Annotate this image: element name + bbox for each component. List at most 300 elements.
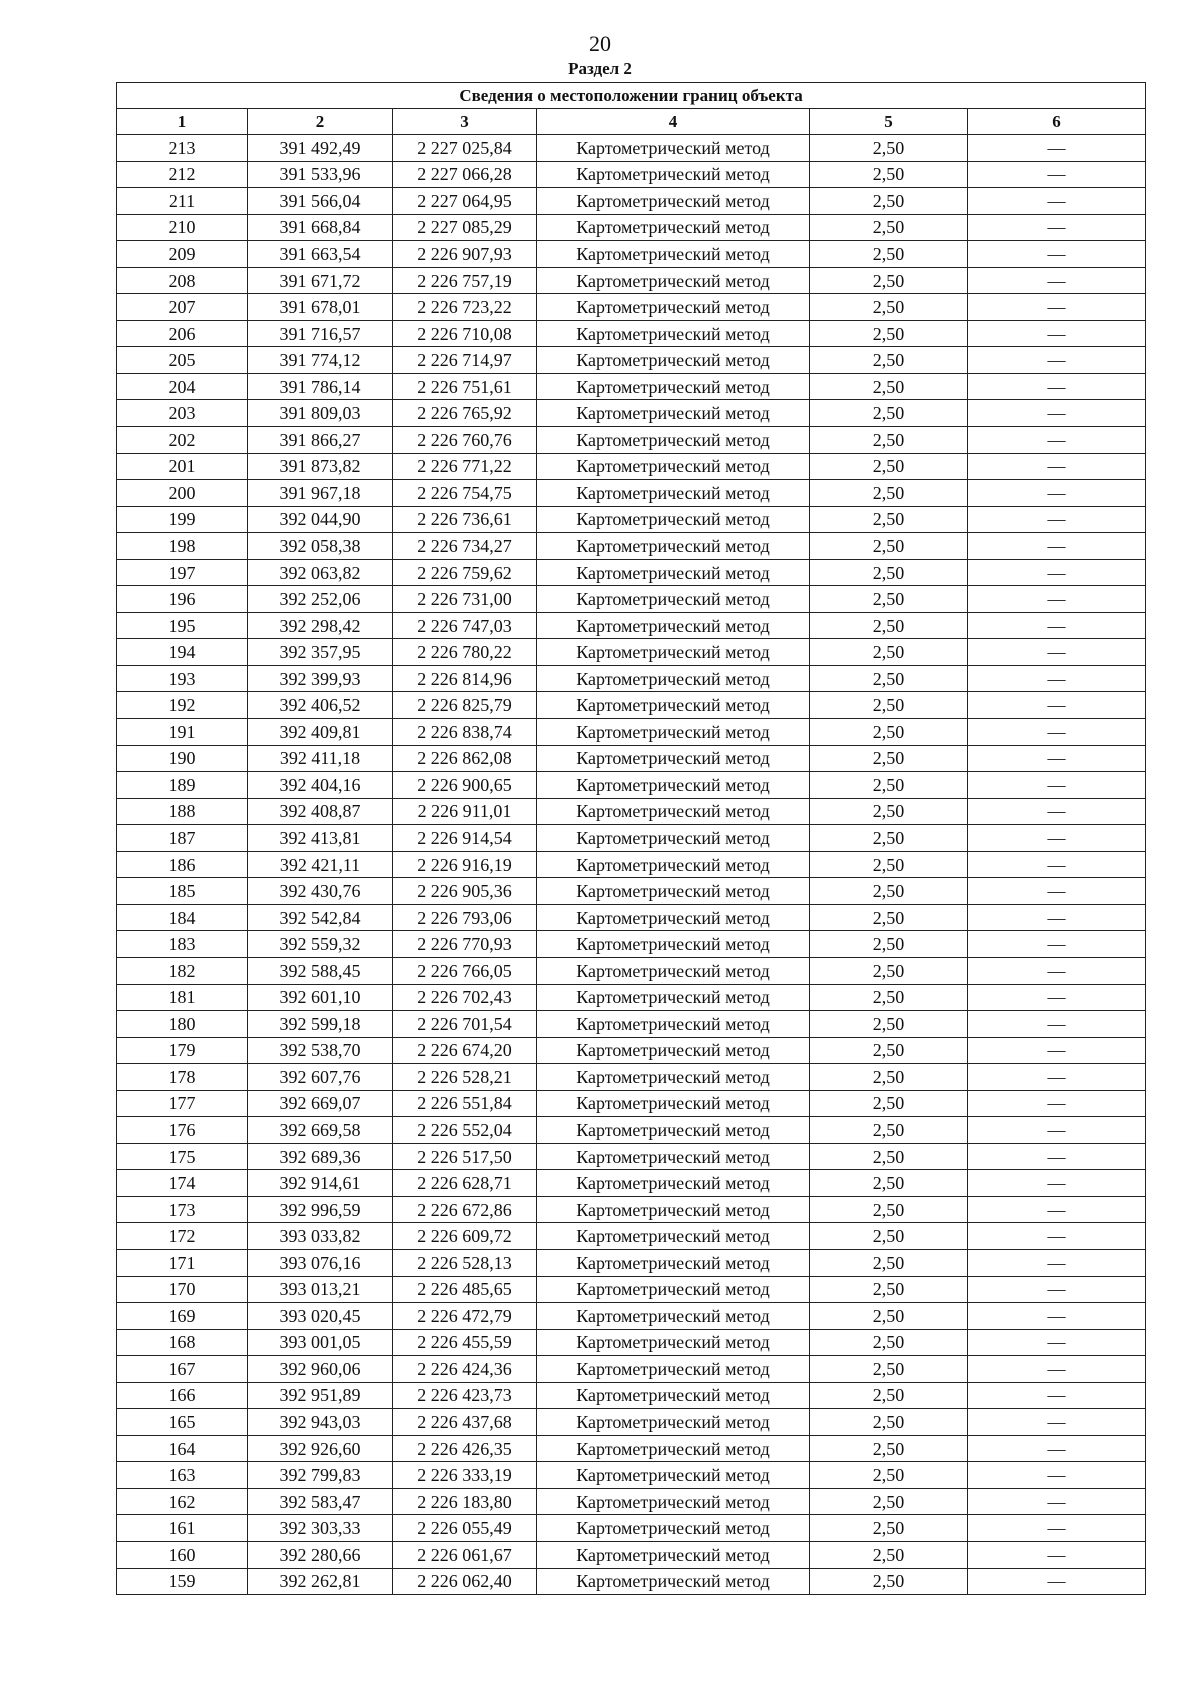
x-coordinate-cell: 391 716,57 <box>248 320 393 347</box>
method-cell: Картометрический метод <box>537 692 810 719</box>
table-row <box>117 851 1146 878</box>
table-row <box>117 1356 1146 1383</box>
column-header-row <box>117 109 1146 135</box>
table-row <box>117 1143 1146 1170</box>
description-cell: — <box>968 719 1146 746</box>
x-coordinate-cell: 392 411,18 <box>248 745 393 772</box>
method-cell: Картометрический метод <box>537 506 810 533</box>
x-coordinate-cell: 393 020,45 <box>248 1303 393 1330</box>
y-coordinate-cell: 2 226 900,65 <box>393 772 537 799</box>
y-coordinate-cell: 2 226 055,49 <box>393 1515 537 1542</box>
point-number-cell: 202 <box>117 427 248 454</box>
x-coordinate-cell: 391 873,82 <box>248 453 393 480</box>
x-coordinate-cell: 391 809,03 <box>248 400 393 427</box>
y-coordinate-cell: 2 226 424,36 <box>393 1356 537 1383</box>
x-coordinate-cell: 391 533,96 <box>248 161 393 188</box>
point-number-cell: 190 <box>117 745 248 772</box>
table-row <box>117 1515 1146 1542</box>
x-coordinate-cell: 391 671,72 <box>248 267 393 294</box>
description-cell: — <box>968 320 1146 347</box>
table-row <box>117 1064 1146 1091</box>
description-cell: — <box>968 1249 1146 1276</box>
x-coordinate-cell: 392 601,10 <box>248 984 393 1011</box>
description-cell: — <box>968 214 1146 241</box>
description-cell: — <box>968 665 1146 692</box>
method-cell: Картометрический метод <box>537 1356 810 1383</box>
y-coordinate-cell: 2 226 674,20 <box>393 1037 537 1064</box>
description-cell: — <box>968 612 1146 639</box>
method-cell: Картометрический метод <box>537 665 810 692</box>
precision-cell: 2,50 <box>810 984 968 1011</box>
point-number-cell: 183 <box>117 931 248 958</box>
table-row <box>117 878 1146 905</box>
y-coordinate-cell: 2 226 731,00 <box>393 586 537 613</box>
description-cell: — <box>968 904 1146 931</box>
point-number-cell: 189 <box>117 772 248 799</box>
point-number-cell: 199 <box>117 506 248 533</box>
y-coordinate-cell: 2 226 437,68 <box>393 1409 537 1436</box>
precision-cell: 2,50 <box>810 612 968 639</box>
y-coordinate-cell: 2 226 517,50 <box>393 1143 537 1170</box>
y-coordinate-cell: 2 226 455,59 <box>393 1329 537 1356</box>
point-number-cell: 163 <box>117 1462 248 1489</box>
description-cell: — <box>968 692 1146 719</box>
precision-cell: 2,50 <box>810 1143 968 1170</box>
boundary-coordinates-table <box>116 82 1146 1595</box>
precision-cell: 2,50 <box>810 1515 968 1542</box>
x-coordinate-cell: 392 669,58 <box>248 1117 393 1144</box>
description-cell: — <box>968 1356 1146 1383</box>
table-row <box>117 1196 1146 1223</box>
point-number-cell: 179 <box>117 1037 248 1064</box>
table-body <box>117 135 1146 1595</box>
point-number-cell: 164 <box>117 1435 248 1462</box>
description-cell: — <box>968 1117 1146 1144</box>
description-cell: — <box>968 1488 1146 1515</box>
point-number-cell: 208 <box>117 267 248 294</box>
method-cell: Картометрический метод <box>537 586 810 613</box>
y-coordinate-cell: 2 226 757,19 <box>393 267 537 294</box>
x-coordinate-cell: 392 409,81 <box>248 719 393 746</box>
point-number-cell: 187 <box>117 825 248 852</box>
x-coordinate-cell: 392 357,95 <box>248 639 393 666</box>
description-cell: — <box>968 1276 1146 1303</box>
x-coordinate-cell: 392 583,47 <box>248 1488 393 1515</box>
x-coordinate-cell: 392 408,87 <box>248 798 393 825</box>
description-cell: — <box>968 1223 1146 1250</box>
description-cell: — <box>968 373 1146 400</box>
x-coordinate-cell: 393 033,82 <box>248 1223 393 1250</box>
method-cell: Картометрический метод <box>537 1541 810 1568</box>
method-cell: Картометрический метод <box>537 161 810 188</box>
method-cell: Картометрический метод <box>537 1196 810 1223</box>
description-cell: — <box>968 1435 1146 1462</box>
description-cell: — <box>968 851 1146 878</box>
x-coordinate-cell: 392 058,38 <box>248 533 393 560</box>
table-row <box>117 241 1146 268</box>
method-cell: Картометрический метод <box>537 400 810 427</box>
point-number-cell: 181 <box>117 984 248 1011</box>
point-number-cell: 192 <box>117 692 248 719</box>
column-header-4: 4 <box>537 109 810 135</box>
point-number-cell: 195 <box>117 612 248 639</box>
y-coordinate-cell: 2 226 751,61 <box>393 373 537 400</box>
description-cell: — <box>968 1064 1146 1091</box>
y-coordinate-cell: 2 226 760,76 <box>393 427 537 454</box>
table-row <box>117 533 1146 560</box>
x-coordinate-cell: 391 866,27 <box>248 427 393 454</box>
y-coordinate-cell: 2 226 551,84 <box>393 1090 537 1117</box>
method-cell: Картометрический метод <box>537 1117 810 1144</box>
y-coordinate-cell: 2 226 734,27 <box>393 533 537 560</box>
x-coordinate-cell: 392 404,16 <box>248 772 393 799</box>
y-coordinate-cell: 2 226 528,21 <box>393 1064 537 1091</box>
description-cell: — <box>968 639 1146 666</box>
precision-cell: 2,50 <box>810 400 968 427</box>
y-coordinate-cell: 2 226 766,05 <box>393 957 537 984</box>
point-number-cell: 211 <box>117 188 248 215</box>
description-cell: — <box>968 1090 1146 1117</box>
precision-cell: 2,50 <box>810 427 968 454</box>
point-number-cell: 167 <box>117 1356 248 1383</box>
table-row <box>117 214 1146 241</box>
precision-cell: 2,50 <box>810 241 968 268</box>
precision-cell: 2,50 <box>810 957 968 984</box>
method-cell: Картометрический метод <box>537 1276 810 1303</box>
method-cell: Картометрический метод <box>537 533 810 560</box>
point-number-cell: 201 <box>117 453 248 480</box>
y-coordinate-cell: 2 226 552,04 <box>393 1117 537 1144</box>
x-coordinate-cell: 392 303,33 <box>248 1515 393 1542</box>
column-header-5: 5 <box>810 109 968 135</box>
description-cell: — <box>968 798 1146 825</box>
method-cell: Картометрический метод <box>537 1435 810 1462</box>
point-number-cell: 180 <box>117 1011 248 1038</box>
method-cell: Картометрический метод <box>537 1568 810 1595</box>
method-cell: Картометрический метод <box>537 931 810 958</box>
point-number-cell: 203 <box>117 400 248 427</box>
y-coordinate-cell: 2 226 485,65 <box>393 1276 537 1303</box>
table-row <box>117 1249 1146 1276</box>
description-cell: — <box>968 1462 1146 1489</box>
description-cell: — <box>968 1303 1146 1330</box>
y-coordinate-cell: 2 226 628,71 <box>393 1170 537 1197</box>
x-coordinate-cell: 392 044,90 <box>248 506 393 533</box>
method-cell: Картометрический метод <box>537 984 810 1011</box>
description-cell: — <box>968 772 1146 799</box>
precision-cell: 2,50 <box>810 1541 968 1568</box>
table-row <box>117 665 1146 692</box>
precision-cell: 2,50 <box>810 373 968 400</box>
point-number-cell: 172 <box>117 1223 248 1250</box>
method-cell: Картометрический метод <box>537 851 810 878</box>
precision-cell: 2,50 <box>810 188 968 215</box>
y-coordinate-cell: 2 226 825,79 <box>393 692 537 719</box>
point-number-cell: 186 <box>117 851 248 878</box>
description-cell: — <box>968 480 1146 507</box>
point-number-cell: 207 <box>117 294 248 321</box>
point-number-cell: 175 <box>117 1143 248 1170</box>
point-number-cell: 205 <box>117 347 248 374</box>
precision-cell: 2,50 <box>810 1037 968 1064</box>
precision-cell: 2,50 <box>810 1196 968 1223</box>
description-cell: — <box>968 745 1146 772</box>
method-cell: Картометрический метод <box>537 480 810 507</box>
point-number-cell: 173 <box>117 1196 248 1223</box>
x-coordinate-cell: 391 678,01 <box>248 294 393 321</box>
x-coordinate-cell: 392 252,06 <box>248 586 393 613</box>
method-cell: Картометрический метод <box>537 772 810 799</box>
method-cell: Картометрический метод <box>537 825 810 852</box>
table-row <box>117 453 1146 480</box>
point-number-cell: 200 <box>117 480 248 507</box>
precision-cell: 2,50 <box>810 135 968 162</box>
y-coordinate-cell: 2 226 701,54 <box>393 1011 537 1038</box>
method-cell: Картометрический метод <box>537 373 810 400</box>
table-row <box>117 825 1146 852</box>
point-number-cell: 166 <box>117 1382 248 1409</box>
precision-cell: 2,50 <box>810 1170 968 1197</box>
table-row <box>117 373 1146 400</box>
precision-cell: 2,50 <box>810 161 968 188</box>
y-coordinate-cell: 2 226 183,80 <box>393 1488 537 1515</box>
precision-cell: 2,50 <box>810 1011 968 1038</box>
page-number: 20 <box>589 31 611 56</box>
table-caption-row <box>117 83 1146 109</box>
y-coordinate-cell: 2 226 426,35 <box>393 1435 537 1462</box>
table-row <box>117 506 1146 533</box>
x-coordinate-cell: 392 406,52 <box>248 692 393 719</box>
y-coordinate-cell: 2 226 472,79 <box>393 1303 537 1330</box>
table-row <box>117 931 1146 958</box>
y-coordinate-cell: 2 226 528,13 <box>393 1249 537 1276</box>
table-row <box>117 984 1146 1011</box>
method-cell: Картометрический метод <box>537 1329 810 1356</box>
description-cell: — <box>968 931 1146 958</box>
x-coordinate-cell: 392 588,45 <box>248 957 393 984</box>
table-row <box>117 480 1146 507</box>
point-number-cell: 182 <box>117 957 248 984</box>
y-coordinate-cell: 2 226 780,22 <box>393 639 537 666</box>
point-number-cell: 196 <box>117 586 248 613</box>
table-row <box>117 1462 1146 1489</box>
description-cell: — <box>968 294 1146 321</box>
y-coordinate-cell: 2 226 333,19 <box>393 1462 537 1489</box>
y-coordinate-cell: 2 226 723,22 <box>393 294 537 321</box>
method-cell: Картометрический метод <box>537 1462 810 1489</box>
table-row <box>117 347 1146 374</box>
point-number-cell: 160 <box>117 1541 248 1568</box>
y-coordinate-cell: 2 226 905,36 <box>393 878 537 905</box>
method-cell: Картометрический метод <box>537 559 810 586</box>
precision-cell: 2,50 <box>810 1329 968 1356</box>
precision-cell: 2,50 <box>810 878 968 905</box>
point-number-cell: 170 <box>117 1276 248 1303</box>
x-coordinate-cell: 392 599,18 <box>248 1011 393 1038</box>
method-cell: Картометрический метод <box>537 1037 810 1064</box>
method-cell: Картометрический метод <box>537 267 810 294</box>
column-header-2: 2 <box>248 109 393 135</box>
table-row <box>117 745 1146 772</box>
table-row <box>117 719 1146 746</box>
method-cell: Картометрический метод <box>537 745 810 772</box>
description-cell: — <box>968 161 1146 188</box>
description-cell: — <box>968 586 1146 613</box>
x-coordinate-cell: 391 566,04 <box>248 188 393 215</box>
x-coordinate-cell: 391 967,18 <box>248 480 393 507</box>
table-row <box>117 294 1146 321</box>
method-cell: Картометрический метод <box>537 1011 810 1038</box>
x-coordinate-cell: 393 013,21 <box>248 1276 393 1303</box>
method-cell: Картометрический метод <box>537 1409 810 1436</box>
x-coordinate-cell: 392 538,70 <box>248 1037 393 1064</box>
table-row <box>117 1011 1146 1038</box>
table-row <box>117 559 1146 586</box>
precision-cell: 2,50 <box>810 1303 968 1330</box>
point-number-cell: 162 <box>117 1488 248 1515</box>
point-number-cell: 209 <box>117 241 248 268</box>
table-row <box>117 267 1146 294</box>
point-number-cell: 159 <box>117 1568 248 1595</box>
description-cell: — <box>968 427 1146 454</box>
method-cell: Картометрический метод <box>537 1090 810 1117</box>
y-coordinate-cell: 2 226 765,92 <box>393 400 537 427</box>
method-cell: Картометрический метод <box>537 1143 810 1170</box>
y-coordinate-cell: 2 227 085,29 <box>393 214 537 241</box>
table-row <box>117 1303 1146 1330</box>
description-cell: — <box>968 267 1146 294</box>
precision-cell: 2,50 <box>810 904 968 931</box>
y-coordinate-cell: 2 226 714,97 <box>393 347 537 374</box>
precision-cell: 2,50 <box>810 480 968 507</box>
x-coordinate-cell: 392 926,60 <box>248 1435 393 1462</box>
table-row <box>117 1223 1146 1250</box>
method-cell: Картометрический метод <box>537 639 810 666</box>
table-row <box>117 1382 1146 1409</box>
x-coordinate-cell: 392 413,81 <box>248 825 393 852</box>
method-cell: Картометрический метод <box>537 188 810 215</box>
method-cell: Картометрический метод <box>537 427 810 454</box>
description-cell: — <box>968 957 1146 984</box>
column-header-3: 3 <box>393 109 537 135</box>
description-cell: — <box>968 241 1146 268</box>
x-coordinate-cell: 392 262,81 <box>248 1568 393 1595</box>
y-coordinate-cell: 2 226 061,67 <box>393 1541 537 1568</box>
table-row <box>117 188 1146 215</box>
description-cell: — <box>968 533 1146 560</box>
precision-cell: 2,50 <box>810 1064 968 1091</box>
point-number-cell: 168 <box>117 1329 248 1356</box>
precision-cell: 2,50 <box>810 1276 968 1303</box>
x-coordinate-cell: 392 559,32 <box>248 931 393 958</box>
point-number-cell: 176 <box>117 1117 248 1144</box>
point-number-cell: 161 <box>117 1515 248 1542</box>
y-coordinate-cell: 2 226 702,43 <box>393 984 537 1011</box>
precision-cell: 2,50 <box>810 294 968 321</box>
description-cell: — <box>968 1515 1146 1542</box>
table-row <box>117 1435 1146 1462</box>
x-coordinate-cell: 392 542,84 <box>248 904 393 931</box>
description-cell: — <box>968 506 1146 533</box>
precision-cell: 2,50 <box>810 1117 968 1144</box>
method-cell: Картометрический метод <box>537 1303 810 1330</box>
y-coordinate-cell: 2 226 710,08 <box>393 320 537 347</box>
x-coordinate-cell: 391 663,54 <box>248 241 393 268</box>
y-coordinate-cell: 2 226 754,75 <box>393 480 537 507</box>
table-row <box>117 1090 1146 1117</box>
point-number-cell: 197 <box>117 559 248 586</box>
method-cell: Картометрический метод <box>537 1170 810 1197</box>
point-number-cell: 171 <box>117 1249 248 1276</box>
method-cell: Картометрический метод <box>537 1488 810 1515</box>
precision-cell: 2,50 <box>810 267 968 294</box>
y-coordinate-cell: 2 226 793,06 <box>393 904 537 931</box>
point-number-cell: 206 <box>117 320 248 347</box>
table-row <box>117 1409 1146 1436</box>
method-cell: Картометрический метод <box>537 294 810 321</box>
table-row <box>117 1037 1146 1064</box>
y-coordinate-cell: 2 226 914,54 <box>393 825 537 852</box>
method-cell: Картометрический метод <box>537 320 810 347</box>
precision-cell: 2,50 <box>810 772 968 799</box>
x-coordinate-cell: 392 063,82 <box>248 559 393 586</box>
precision-cell: 2,50 <box>810 1249 968 1276</box>
precision-cell: 2,50 <box>810 214 968 241</box>
precision-cell: 2,50 <box>810 1409 968 1436</box>
table-row <box>117 1170 1146 1197</box>
precision-cell: 2,50 <box>810 1435 968 1462</box>
precision-cell: 2,50 <box>810 586 968 613</box>
method-cell: Картометрический метод <box>537 719 810 746</box>
precision-cell: 2,50 <box>810 506 968 533</box>
table-row <box>117 1329 1146 1356</box>
method-cell: Картометрический метод <box>537 241 810 268</box>
description-cell: — <box>968 1541 1146 1568</box>
method-cell: Картометрический метод <box>537 798 810 825</box>
description-cell: — <box>968 1037 1146 1064</box>
description-cell: — <box>968 1143 1146 1170</box>
x-coordinate-cell: 392 607,76 <box>248 1064 393 1091</box>
description-cell: — <box>968 1011 1146 1038</box>
x-coordinate-cell: 392 430,76 <box>248 878 393 905</box>
method-cell: Картометрический метод <box>537 1249 810 1276</box>
description-cell: — <box>968 1382 1146 1409</box>
precision-cell: 2,50 <box>810 1568 968 1595</box>
point-number-cell: 169 <box>117 1303 248 1330</box>
y-coordinate-cell: 2 227 066,28 <box>393 161 537 188</box>
description-cell: — <box>968 825 1146 852</box>
x-coordinate-cell: 392 399,93 <box>248 665 393 692</box>
x-coordinate-cell: 392 943,03 <box>248 1409 393 1436</box>
description-cell: — <box>968 1568 1146 1595</box>
precision-cell: 2,50 <box>810 745 968 772</box>
precision-cell: 2,50 <box>810 1488 968 1515</box>
y-coordinate-cell: 2 226 747,03 <box>393 612 537 639</box>
table-row <box>117 1276 1146 1303</box>
y-coordinate-cell: 2 226 838,74 <box>393 719 537 746</box>
column-header-6: 6 <box>968 109 1146 135</box>
column-header-1: 1 <box>117 109 248 135</box>
method-cell: Картометрический метод <box>537 1382 810 1409</box>
y-coordinate-cell: 2 226 423,73 <box>393 1382 537 1409</box>
description-cell: — <box>968 135 1146 162</box>
table-row <box>117 427 1146 454</box>
description-cell: — <box>968 1170 1146 1197</box>
description-cell: — <box>968 347 1146 374</box>
method-cell: Картометрический метод <box>537 453 810 480</box>
table-row <box>117 1568 1146 1595</box>
point-number-cell: 210 <box>117 214 248 241</box>
